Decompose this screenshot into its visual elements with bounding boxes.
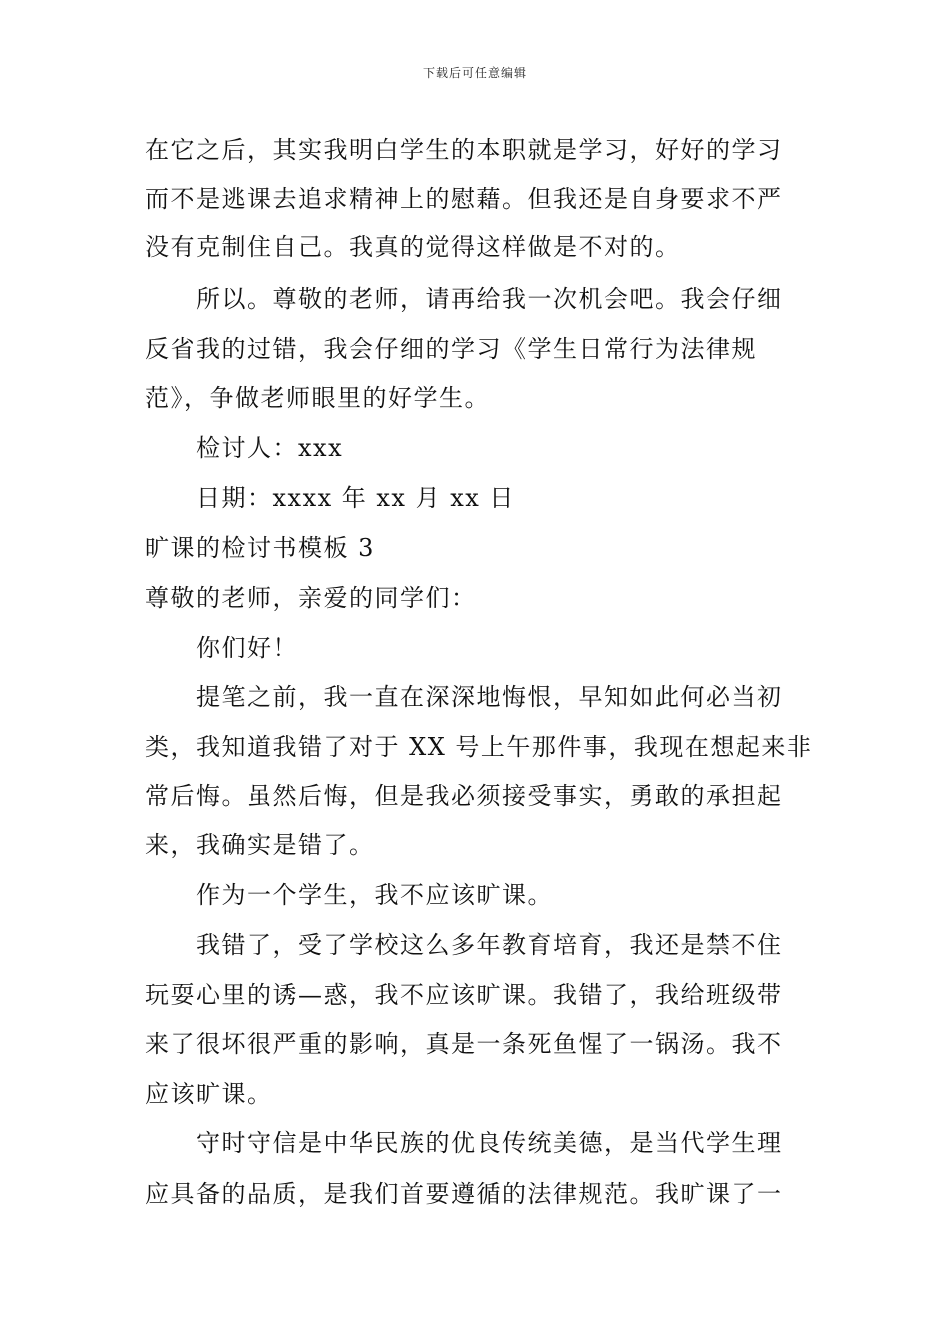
text-line: 而不是逃课去追求精神上的慰藉。但我还是自身要求不严 bbox=[145, 185, 783, 213]
text-line: 常后悔。虽然后悔，但是我必须接受事实，勇敢的承担起 bbox=[145, 782, 783, 810]
section-title: 旷课的检讨书模板 3 bbox=[145, 534, 375, 562]
header-note: 下载后可任意编辑 bbox=[422, 66, 527, 80]
text-line: 所以。尊敬的老师，请再给我一次机会吧。我会仔细 bbox=[196, 285, 783, 313]
salutation: 尊敬的老师，亲爱的同学们： bbox=[145, 584, 477, 612]
text-line: 没有克制住自己。我真的觉得这样做是不对的。 bbox=[145, 233, 681, 261]
text-line: 我错了，受了学校这么多年教育培育，我还是禁不住 bbox=[196, 931, 783, 959]
text-line: 提笔之前，我一直在深深地悔恨，早知如此何必当初 bbox=[196, 683, 783, 711]
greeting: 你们好！ bbox=[196, 634, 298, 662]
text-line: 应具备的品质，是我们首要遵循的法律规范。我旷课了一 bbox=[145, 1180, 783, 1208]
text-line: 在它之后，其实我明白学生的本职就是学习，好好的学习 bbox=[145, 136, 783, 164]
text-line: 玩耍心里的诱—惑，我不应该旷课。我错了，我给班级带 bbox=[145, 981, 783, 1009]
text-line: 守时守信是中华民族的优良传统美德，是当代学生理 bbox=[196, 1129, 783, 1157]
text-line: 作为一个学生，我不应该旷课。 bbox=[196, 881, 553, 909]
text-line: 类，我知道我错了对于 XX 号上午那件事，我现在想起来非 bbox=[145, 733, 813, 761]
text-line: 来了很坏很严重的影响，真是一条死鱼惺了一锅汤。我不 bbox=[145, 1030, 783, 1058]
text-line: 应该旷课。 bbox=[145, 1080, 273, 1108]
date-line: 日期：xxxx 年 xx 月 xx 日 bbox=[196, 484, 515, 512]
signer-line: 检讨人：xxx bbox=[196, 434, 344, 462]
text-line: 来，我确实是错了。 bbox=[145, 831, 375, 859]
text-line: 范》，争做老师眼里的好学生。 bbox=[145, 384, 490, 412]
text-line: 反省我的过错，我会仔细的学习《学生日常行为法律规 bbox=[145, 335, 757, 363]
